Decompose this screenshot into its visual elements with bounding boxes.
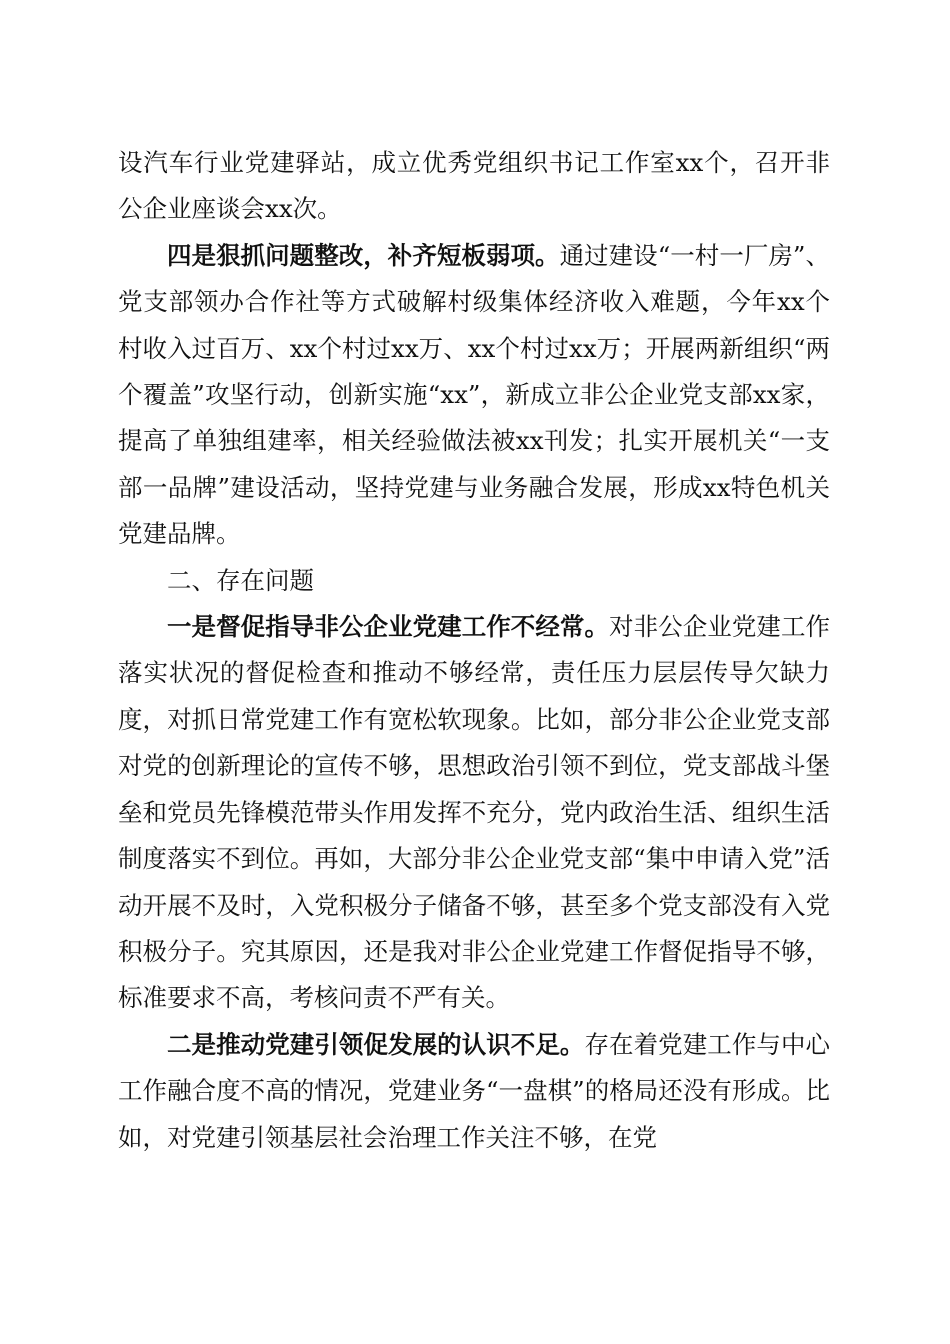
paragraph-text: 对非公企业党建工作落实状况的督促检查和推动不够经常，责任压力层层传导欠缺力度，对抓日常党建工作有宽松软现象。比如，部分非公企业党支部对党的创新理论的宣传不够，思想政治引领不到位，党支部战斗堡垒和党员先锋模范带头作用发挥不充分，党内政治生活、组织生活制度落实不到位。再如，大部分非公企业党支部“集中申请入党”活动开展不及时，入党积极分子储备不够，甚至多个党支部没有入党积极分子。究其原因，还是我对非公企业党建工作督促指导不够，标准要求不高，考核问责不严有关。 <box>118 612 831 1013</box>
paragraph-lead: 四是狠抓问题整改，补齐短板弱项。 <box>167 240 560 270</box>
document-page <box>118 140 830 1161</box>
paragraph-problem-one <box>118 604 830 1022</box>
paragraph-text: 通过建设“一村一厂房”、党支部领办合作社等方式破解村级集体经济收入难题，今年xx个村收入过百万、xx个村过xx万、xx个村过xx万；开展两新组织“两个覆盖”攻坚行动，创新实施“xx”，新成立非公企业党支部xx家，提高了单独组建率，相关经验做法被xx刊发；扎实开展机关“一支部一品牌”建设活动，坚持党建与业务融合发展，形成xx特色机关党建品牌。 <box>118 240 830 549</box>
paragraph-point-four <box>118 233 830 558</box>
paragraph-continuation <box>118 140 830 233</box>
paragraph-problem-two <box>118 1022 830 1161</box>
paragraph-lead: 二是推动党建引领促发展的认识不足。 <box>167 1029 585 1059</box>
paragraph-text: 设汽车行业党建驿站，成立优秀党组织书记工作室xx个，召开非公企业座谈会xx次。 <box>118 148 830 224</box>
paragraph-lead: 一是督促指导非公企业党建工作不经常。 <box>167 612 610 642</box>
section-heading: 二、存在问题 <box>167 565 314 595</box>
paragraph-text: 存在着党建工作与中心工作融合度不高的情况，党建业务“一盘棋”的格局还没有形成。比如，对党建引领基层社会治理工作关注不够，在党 <box>118 1029 831 1152</box>
